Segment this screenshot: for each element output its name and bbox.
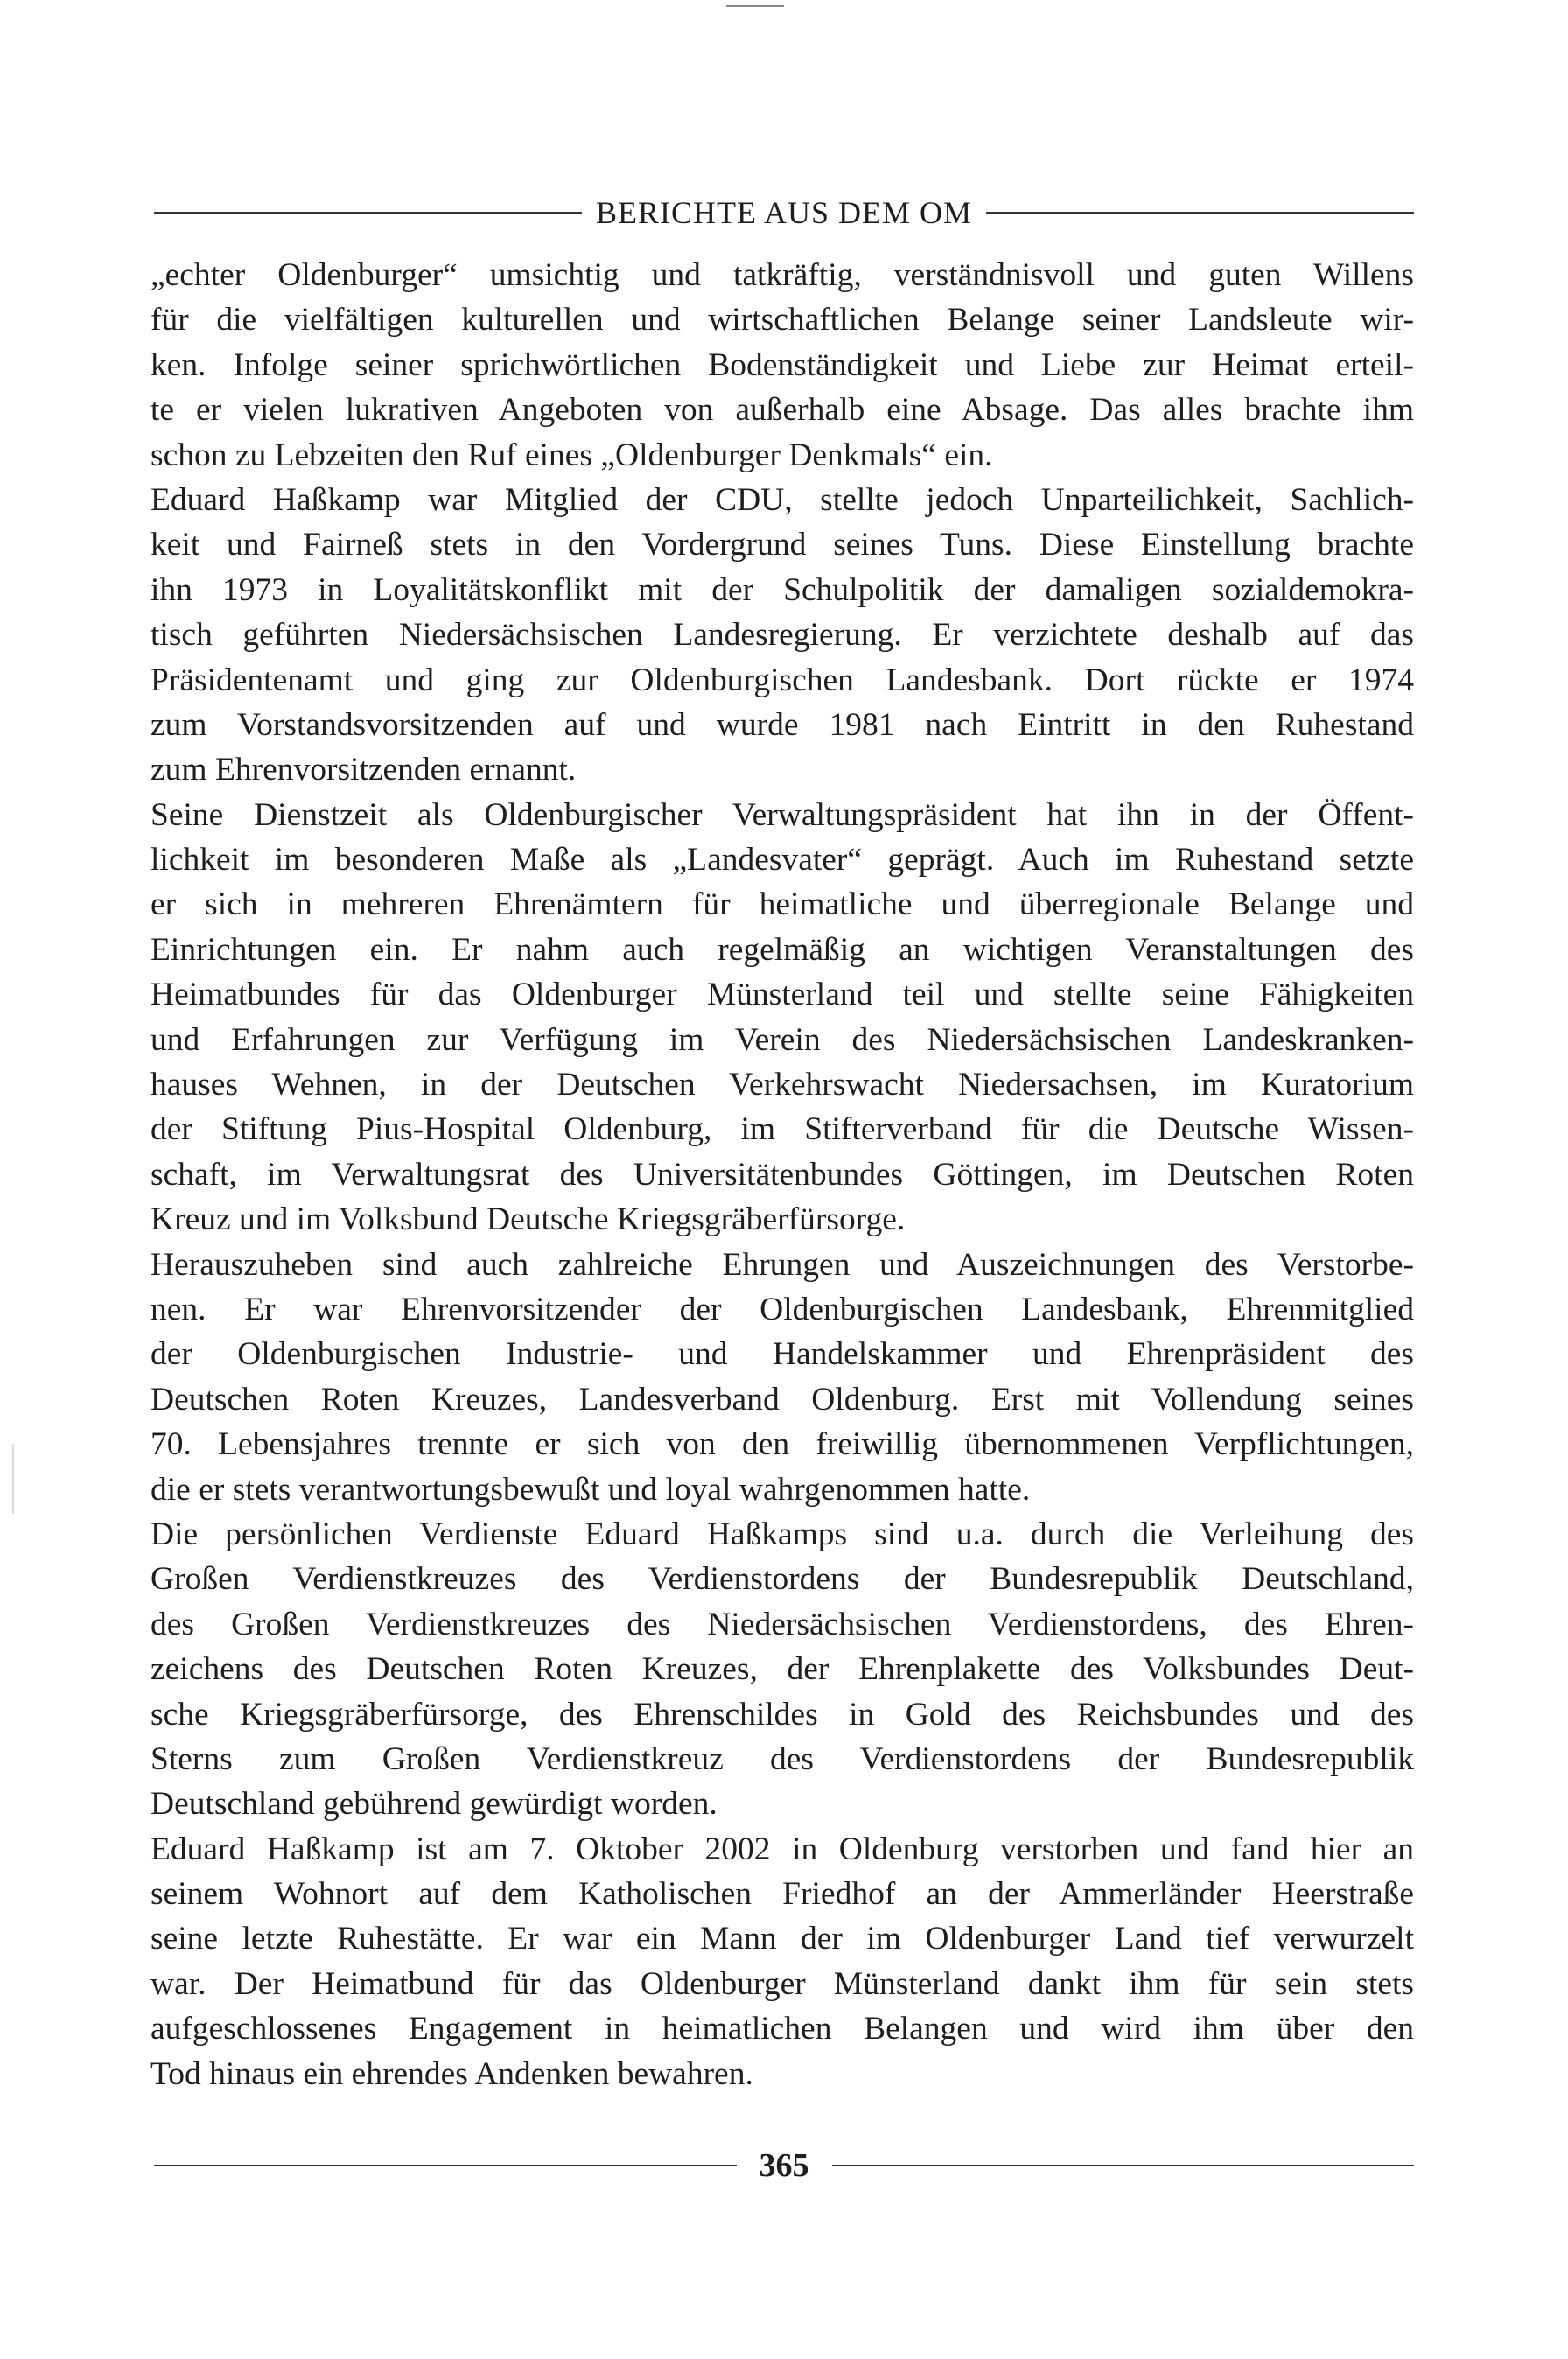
header-rule-left [154,212,582,214]
text-line: zeichens des Deutschen Roten Kreuzes, der Ehrenplakette des Volksbundes Deut- [150,1651,1414,1688]
text-line: er sich in mehreren Ehrenämtern für heimatliche und überregionale Belange und [150,886,1414,923]
text-line: Großen Verdienstkreuzes des Verdienstordens der Bundesrepublik Deutschland, [150,1561,1414,1598]
text-line: und Erfahrungen zur Verfügung im Verein des Niedersächsischen Landeskranken- [150,1021,1414,1058]
text-line: te er vielen lukrativen Angeboten von außerhalb eine Absage. Das alles brachte ihm [150,392,1414,429]
text-line: zum Ehrenvorsitzenden ernannt. [150,752,577,788]
text-line: Sterns zum Großen Verdienstkreuz des Verdienstordens der Bundesrepublik [150,1740,1414,1777]
text-line: der Stiftung Pius-Hospital Oldenburg, im Stifterverband für die Deutsche Wissen- [150,1111,1414,1148]
page-footer [154,2144,1414,2188]
text-line: seinem Wohnort auf dem Katholischen Friedhof an der Ammerländer Heerstraße [150,1876,1414,1913]
text-line: der Oldenburgischen Industrie- und Handelskammer und Ehrenpräsident des [150,1336,1414,1373]
page-number: 365 [759,2147,809,2184]
text-line: für die vielfältigen kulturellen und wirtschaftlichen Belange seiner Landsleute wir- [150,302,1414,339]
text-line: Eduard Haßkamp war Mitglied der CDU, stellte jedoch Unparteilichkeit, Sachlich- [150,481,1414,518]
text-line: Die persönlichen Verdienste Eduard Haßkamps sind u.a. durch die Verleihung des [150,1516,1414,1552]
text-line: tisch geführten Niedersächsischen Landesregierung. Er verzichtete deshalb auf das [150,617,1414,654]
header-rule-right [986,212,1414,214]
text-line: Deutschen Roten Kreuzes, Landesverband Oldenburg. Erst mit Vollendung seines [150,1381,1414,1418]
text-line: aufgeschlossenes Engagement in heimatlichen Belangen und wird ihm über den [150,2011,1414,2048]
scan-edge-mark [726,5,784,7]
text-line: 70. Lebensjahres trennte er sich von den freiwillig übernommenen Verpflichtungen, [150,1426,1414,1463]
article-body [150,253,1414,2096]
text-line: ihn 1973 in Loyalitätskonflikt mit der Schulpolitik der damaligen sozialdemokra- [150,571,1414,608]
text-line: zum Vorstandsvorsitzenden auf und wurde 1981 nach Eintritt in den Ruhestand [150,706,1414,743]
text-line: Tod hinaus ein ehrendes Andenken bewahren. [150,2055,753,2092]
text-line: schon zu Lebzeiten den Ruf eines „Oldenburger Denkmals“ ein. [150,437,993,473]
scan-margin-mark [12,1444,14,1514]
text-line: seine letzte Ruhestätte. Er war ein Mann der im Oldenburger Land tief verwurzelt [150,1921,1414,1957]
text-line: Herauszuheben sind auch zahlreiche Ehrungen und Auszeichnungen des Verstorbe- [150,1246,1414,1283]
text-line: hauses Wehnen, in der Deutschen Verkehrswacht Niedersachsen, im Kuratorium [150,1067,1414,1103]
running-header [154,192,1414,233]
text-line: war. Der Heimatbund für das Oldenburger Münsterland dankt ihm für sein stets [150,1965,1414,2002]
running-title: BERICHTE AUS DEM OM [595,195,973,230]
text-line: die er stets verantwortungsbewußt und loyal wahrgenommen hatte. [150,1471,1031,1508]
text-line: des Großen Verdienstkreuzes des Niedersächsischen Verdienstordens, des Ehren- [150,1606,1414,1642]
text-line: schaft, im Verwaltungsrat des Universitätenbundes Göttingen, im Deutschen Roten [150,1156,1414,1193]
text-line: keit und Fairneß stets in den Vordergrund seines Tuns. Diese Einstellung brachte [150,527,1414,564]
footer-rule-left [154,2165,737,2166]
text-line: Deutschland gebührend gewürdigt worden. [150,1786,718,1823]
text-line: Präsidentenamt und ging zur Oldenburgischen Landesbank. Dort rückte er 1974 [150,662,1414,698]
text-line: Eduard Haßkamp ist am 7. Oktober 2002 in Oldenburg verstorben und fand hier an [150,1830,1414,1867]
text-line: Heimatbundes für das Oldenburger Münsterland teil und stellte seine Fähigkeiten [150,976,1414,1013]
footer-rule-right [832,2165,1415,2166]
text-line: ken. Infolge seiner sprichwörtlichen Bodenständigkeit und Liebe zur Heimat erteil- [150,346,1414,383]
text-line: Kreuz und im Volksbund Deutsche Kriegsgräberfürsorge. [150,1201,906,1238]
text-line: nen. Er war Ehrenvorsitzender der Oldenburgischen Landesbank, Ehrenmitglied [150,1291,1414,1327]
text-line: Einrichtungen ein. Er nahm auch regelmäßig an wichtigen Veranstaltungen des [150,931,1414,968]
text-line: lichkeit im besonderen Maße als „Landesvater“ geprägt. Auch im Ruhestand setzte [150,842,1414,878]
text-line: Seine Dienstzeit als Oldenburgischer Verwaltungspräsident hat ihn in der Öffent- [150,796,1414,833]
text-line: sche Kriegsgräberfürsorge, des Ehrenschildes in Gold des Reichsbundes und des [150,1696,1414,1732]
text-line: „echter Oldenburger“ umsichtig und tatkräftig, verständnisvoll und guten Willens [150,257,1414,293]
